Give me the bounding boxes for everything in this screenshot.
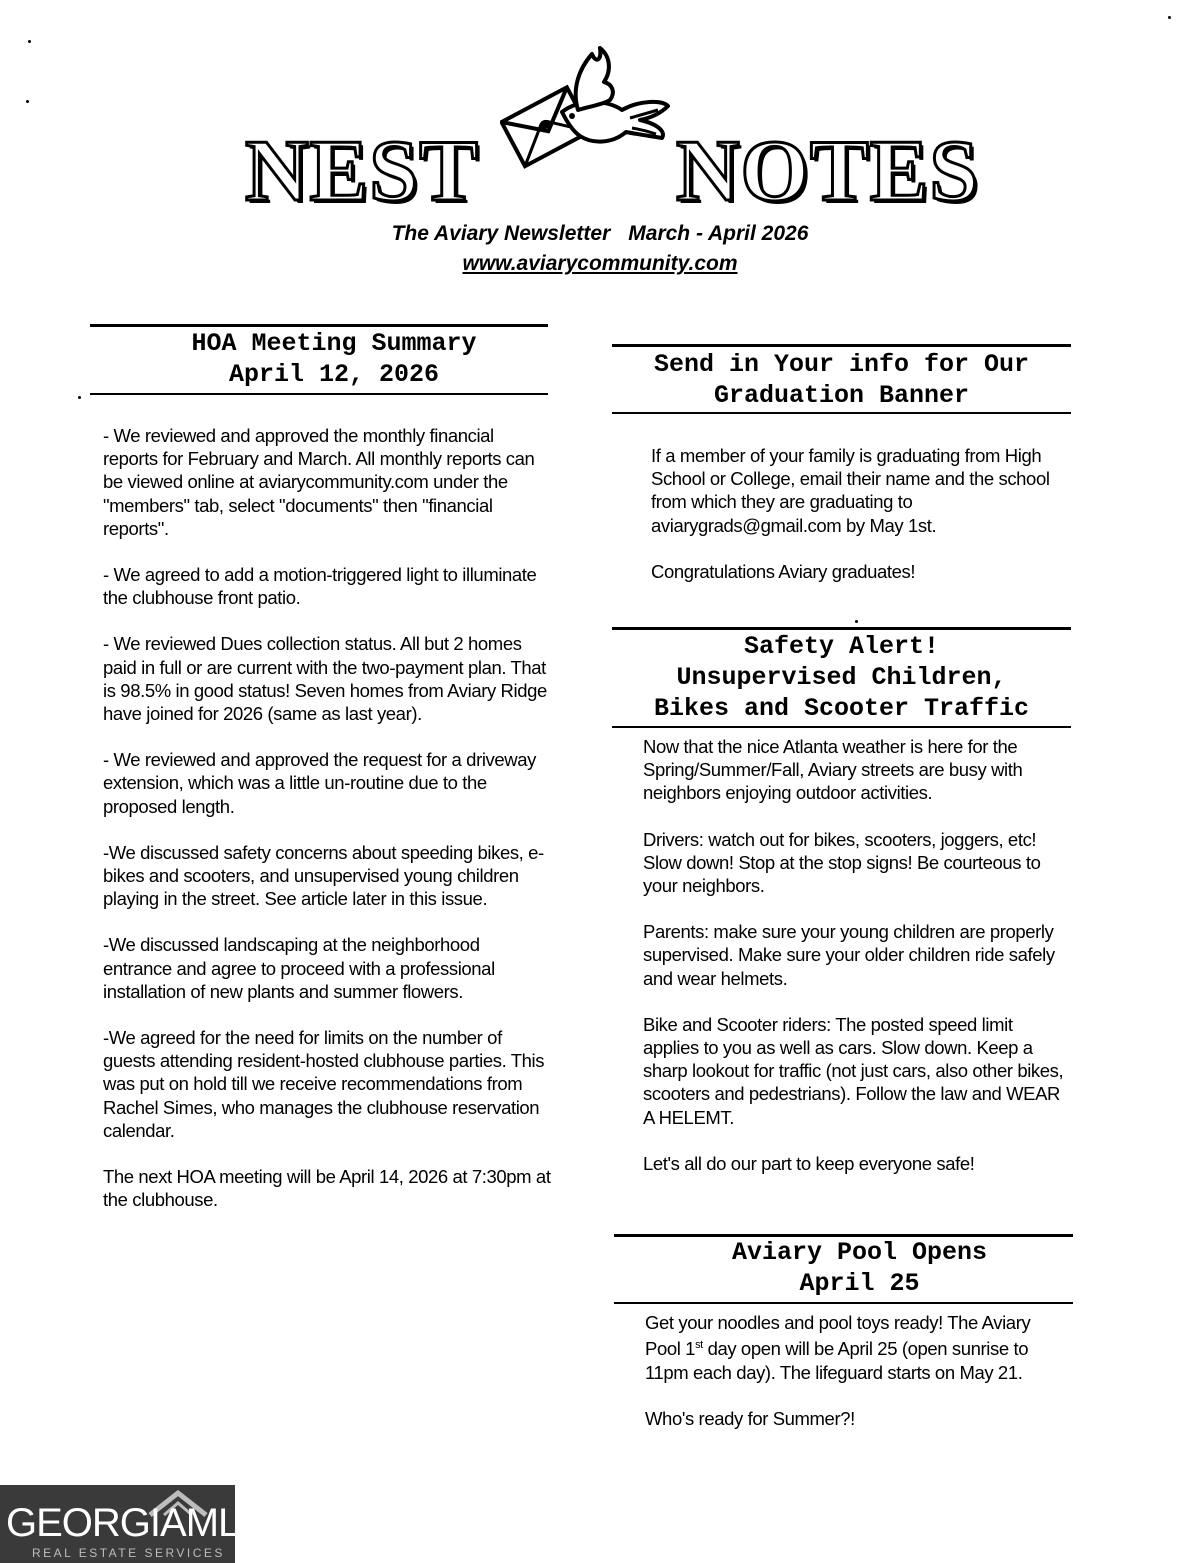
safety-paragraph: Parents: make sure your young children are properly supervised. Make sure your older children ride safely and wear helmets. bbox=[643, 921, 1055, 989]
hoa-heading-line2: April 12, 2026 bbox=[228, 360, 440, 389]
logo-wordmark: GEORGIAMLS bbox=[6, 1501, 265, 1545]
safety-body bbox=[643, 735, 1073, 1175]
graduation-paragraph: If a member of your family is graduating from High School or College, email their name and the school from which they are graduating to aviarygrads@gmail.com by May 1st. bbox=[651, 445, 1050, 536]
pool-text-start: Get your noodles and pool toys ready! The Aviary Pool 1 bbox=[645, 1312, 1031, 1360]
newsletter-name: The Aviary Newsletter bbox=[391, 222, 611, 245]
safety-paragraph: Let's all do our part to keep everyone safe! bbox=[643, 1152, 975, 1174]
safety-rule-top bbox=[612, 627, 1071, 630]
graduation-rule-top bbox=[612, 344, 1071, 347]
hoa-heading-line1: HOA Meeting Summary bbox=[191, 329, 477, 358]
hoa-paragraph: - We reviewed and approved the monthly financial reports for February and March. All monthly reports can be viewed online at aviarycommunity.com under the "members" tab, select "documents" then "financial reports". bbox=[103, 425, 535, 539]
pool-heading-line1: Aviary Pool Opens bbox=[731, 1238, 988, 1267]
hoa-paragraph: The next HOA meeting will be April 14, 2026 at 7:30pm at the clubhouse. bbox=[103, 1166, 551, 1211]
georgia-mls-logo bbox=[0, 1485, 265, 1563]
pool-rule-bottom bbox=[614, 1302, 1073, 1304]
graduation-body bbox=[651, 444, 1071, 583]
hoa-paragraph: - We reviewed and approved the request for a driveway extension, which was a little un-routine due to the proposed length. bbox=[103, 749, 536, 817]
hoa-rule-top bbox=[90, 324, 548, 327]
dove-envelope-icon bbox=[500, 40, 680, 180]
pool-text-sup: st bbox=[695, 1339, 703, 1352]
safety-heading-line2: Unsupervised Children, bbox=[676, 663, 1007, 692]
safety-paragraph: Now that the nice Atlanta weather is here for the Spring/Summer/Fall, Aviary streets are busy with neighbors enjoying outdoor activities. bbox=[643, 736, 1023, 804]
hoa-body bbox=[103, 424, 551, 1211]
masthead-title-right: NOTES bbox=[676, 123, 980, 220]
safety-paragraph: Bike and Scooter riders: The posted speed limit applies to you as well as cars. Slow down. Keep a sharp lookout for traffic (not just cars, also other bikes, scooters and pedestrians). Follow the law and WEAR A HELEMT. bbox=[643, 1013, 1064, 1128]
hoa-paragraph: - We reviewed Dues collection status. All but 2 homes paid in full or are current with the two-payment plan. That is 98.5% in good status! Seven homes from Aviary Ridge have joined for 2026 (same as last year). bbox=[103, 633, 547, 725]
pool-text-end: day open will be April 25 (open sunrise to 11pm each day). The lifeguard starts on May 21. bbox=[645, 1338, 1029, 1383]
pool-paragraph bbox=[645, 1311, 1070, 1384]
safety-paragraph: Drivers: watch out for bikes, scooters, joggers, etc! Slow down! Stop at the stop signs! Be courteous to your neighbors. bbox=[643, 828, 1041, 897]
hoa-paragraph: -We discussed safety concerns about speeding bikes, e-bikes and scooters, and unsupervised young children playing in the street. See article later in this issue. bbox=[103, 841, 544, 910]
safety-rule-bottom bbox=[612, 726, 1071, 728]
graduation-heading bbox=[612, 349, 1071, 411]
newsletter-date: March - April 2026 bbox=[628, 222, 809, 245]
pool-paragraph: Who's ready for Summer?! bbox=[645, 1407, 855, 1429]
scan-speck bbox=[855, 620, 858, 623]
safety-heading bbox=[612, 631, 1071, 724]
logo-tagline: REAL ESTATE SERVICES bbox=[32, 1546, 225, 1560]
safety-heading-line1: Safety Alert! bbox=[743, 632, 940, 661]
newsletter-subtitle bbox=[0, 222, 1200, 246]
pool-body bbox=[645, 1311, 1070, 1430]
pool-heading bbox=[630, 1237, 1089, 1299]
scan-speck bbox=[1168, 16, 1171, 19]
graduation-paragraph: Congratulations Aviary graduates! bbox=[651, 560, 916, 582]
hoa-paragraph: -We agreed for the need for limits on the number of guests attending resident-hosted clubhouse parties. This was put on hold till we receive recommendations from Rachel Simes, who manages the clubhouse reservation calendar. bbox=[103, 1027, 545, 1141]
masthead-title-left: NEST bbox=[245, 123, 479, 220]
website-link[interactable]: www.aviarycommunity.com bbox=[462, 252, 738, 275]
graduation-rule-bottom bbox=[612, 412, 1071, 414]
hoa-rule-bottom bbox=[90, 393, 548, 395]
scan-speck bbox=[28, 40, 31, 43]
graduation-heading-line2: Graduation Banner bbox=[713, 381, 970, 410]
graduation-heading-line1: Send in Your info for Our bbox=[653, 350, 1030, 379]
scan-speck bbox=[78, 396, 81, 399]
safety-heading-line3: Bikes and Scooter Traffic bbox=[653, 694, 1030, 723]
hoa-heading bbox=[90, 328, 578, 390]
hoa-paragraph: -We discussed landscaping at the neighborhood entrance and agree to proceed with a professional installation of new plants and summer flowers. bbox=[103, 934, 495, 1002]
pool-heading-line2: April 25 bbox=[799, 1269, 920, 1298]
scan-speck bbox=[26, 100, 29, 103]
masthead bbox=[0, 40, 1200, 220]
hoa-paragraph: - We agreed to add a motion-triggered light to illuminate the clubhouse front patio. bbox=[103, 564, 537, 609]
